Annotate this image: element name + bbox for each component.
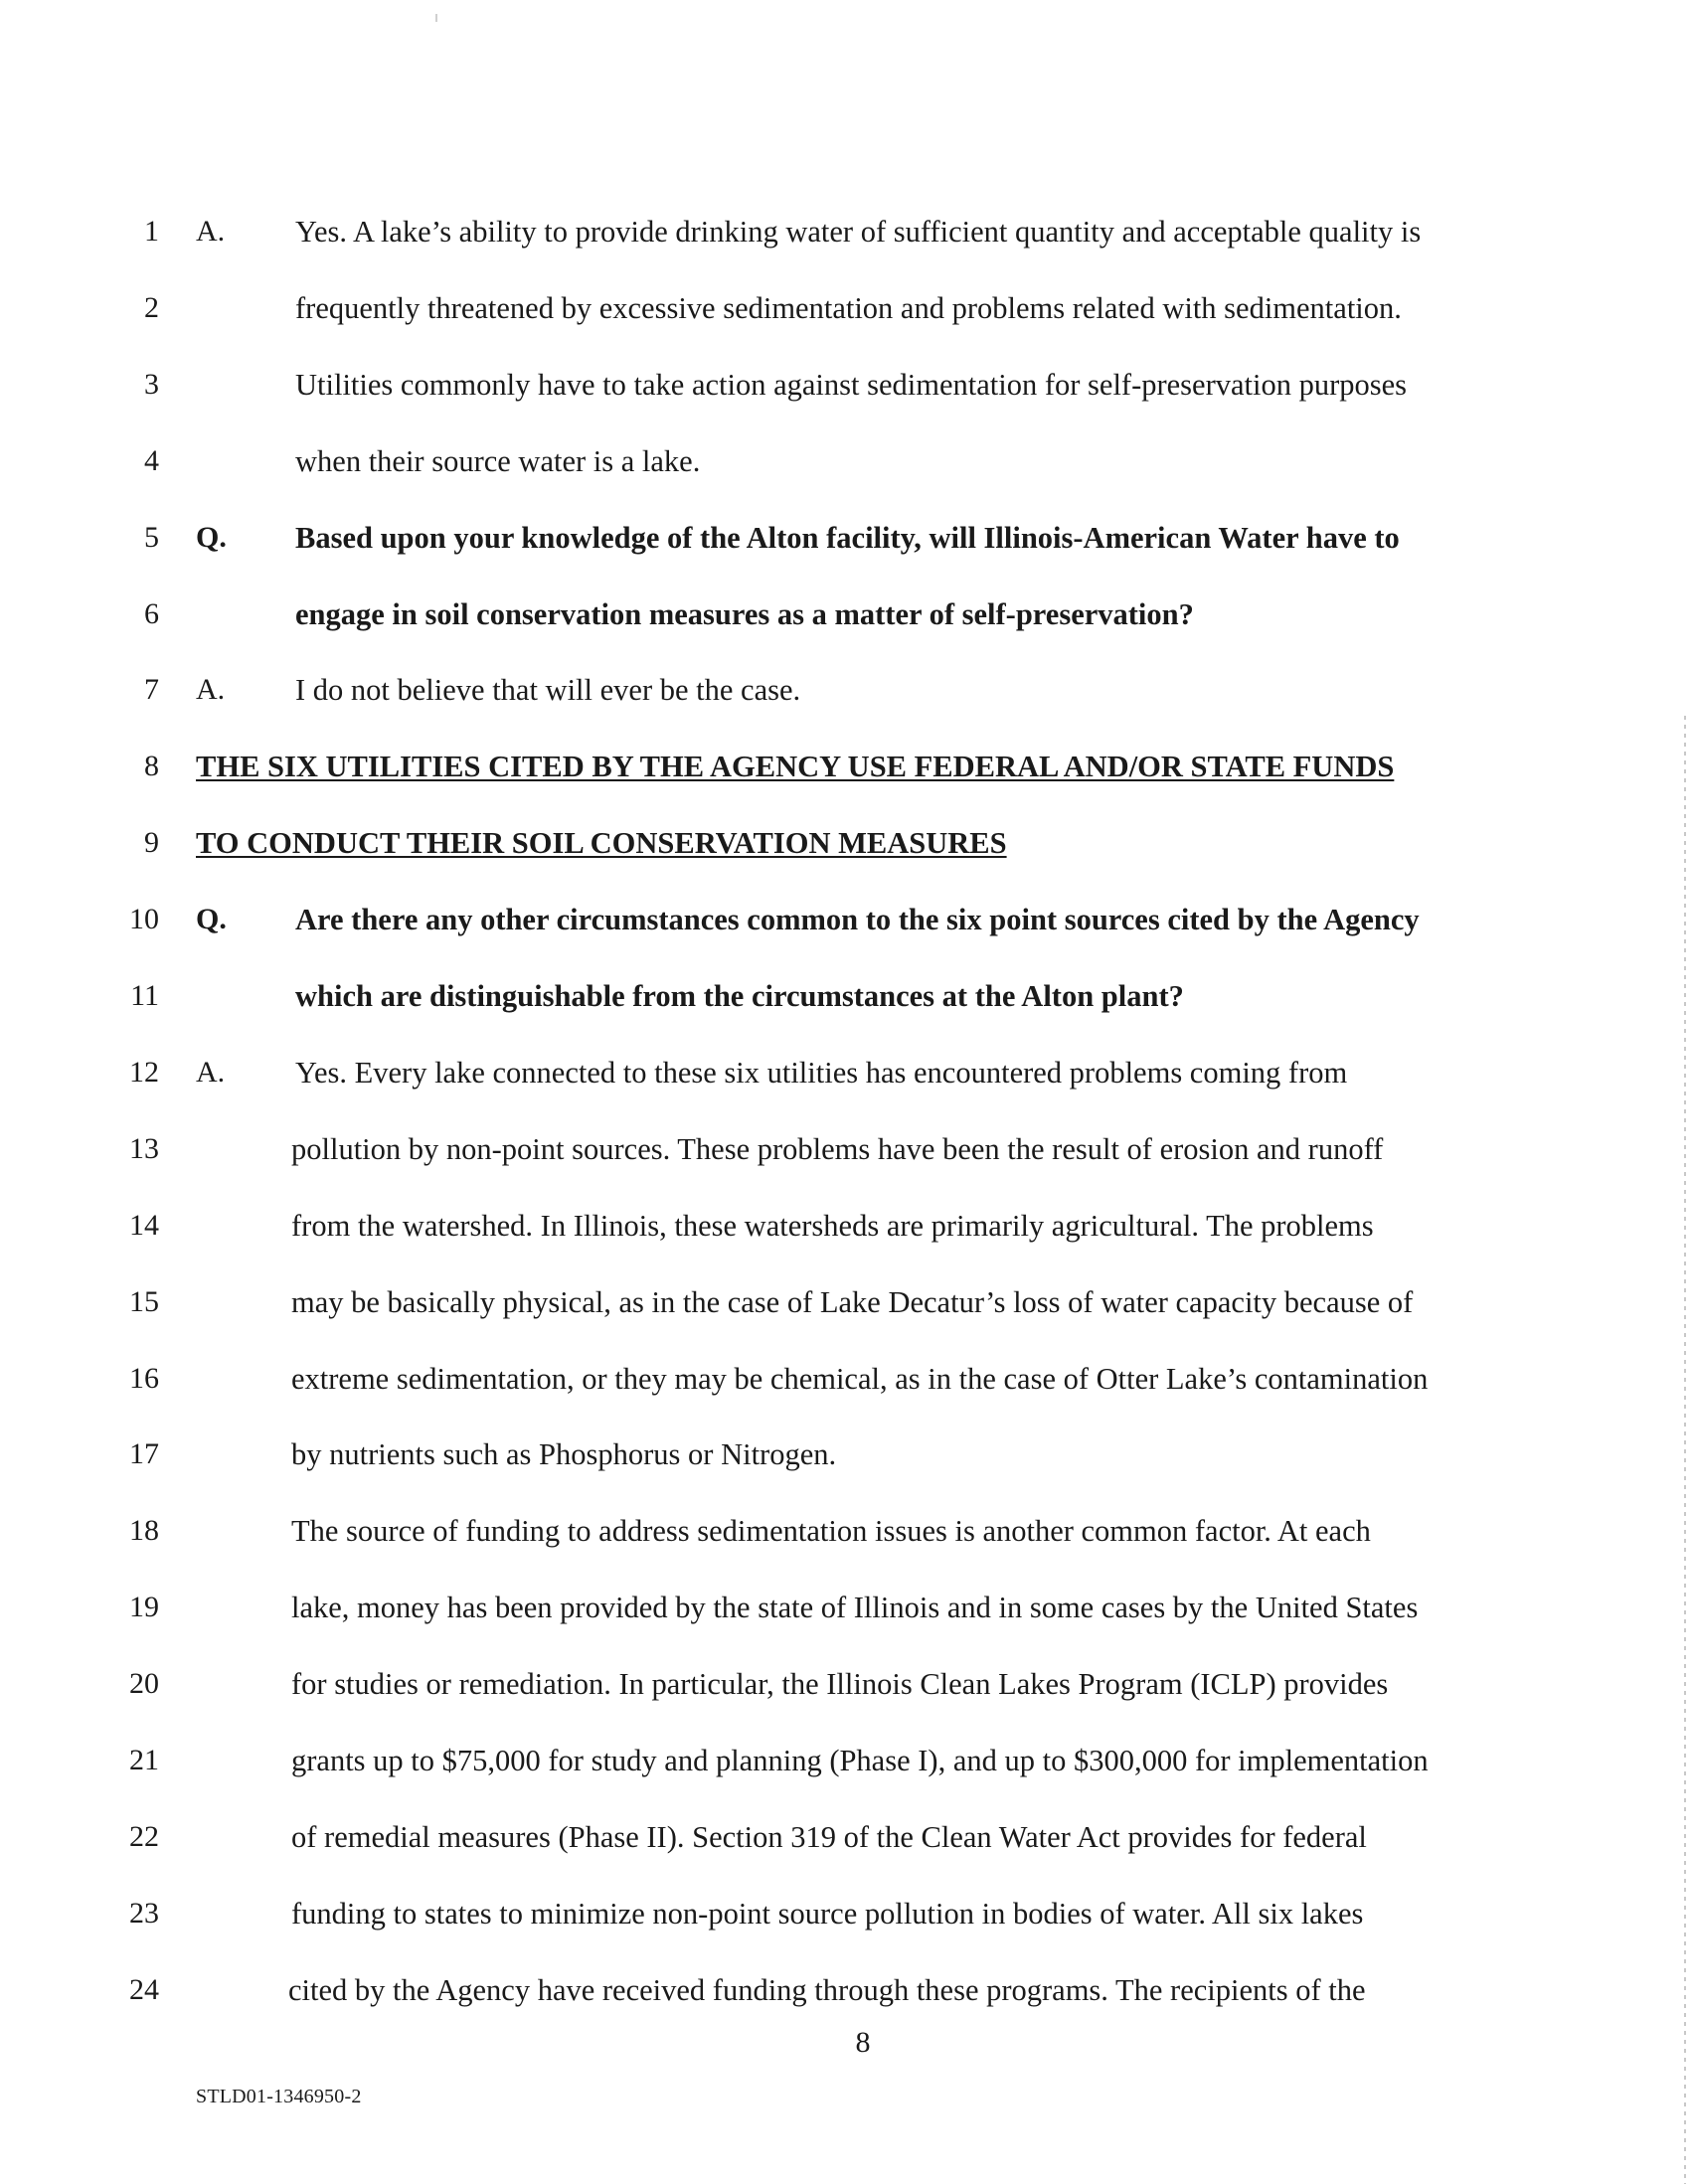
text-line <box>0 747 1694 806</box>
question-text: which are distinguishable from the circumstances at the Alton plant? <box>295 979 1184 1013</box>
section-heading: THE SIX UTILITIES CITED BY THE AGENCY USE FEDERAL AND/OR STATE FUNDS <box>196 750 1395 784</box>
answer-text: from the watershed. In Illinois, these watersheds are primarily agricultural. The problems <box>291 1208 1374 1243</box>
section-heading: TO CONDUCT THEIR SOIL CONSERVATION MEASURES <box>196 826 1007 861</box>
answer-text: may be basically physical, as in the case of Lake Decatur’s loss of water capacity because of <box>291 1284 1414 1319</box>
answer-text: pollution by non-point sources. These problems have been the result of erosion and runoff <box>291 1131 1384 1166</box>
line-number: 15 <box>129 1284 159 1318</box>
text-line <box>0 1129 1694 1189</box>
answer-text: when their source water is a lake. <box>295 443 701 478</box>
qa-label: A. <box>196 673 226 707</box>
text-line <box>0 1053 1694 1112</box>
text-line <box>0 1588 1694 1647</box>
text-line <box>0 288 1694 348</box>
line-number: 8 <box>144 750 159 783</box>
text-line <box>0 976 1694 1036</box>
question-text: Are there any other circumstances common to the six point sources cited by the Agency <box>295 903 1420 937</box>
answer-text: of remedial measures (Phase II). Section 319 of the Clean Water Act provides for federal <box>291 1819 1367 1854</box>
answer-text: Yes. Every lake connected to these six utilities has encountered problems coming from <box>295 1055 1348 1090</box>
answer-text: funding to states to minimize non-point source pollution in bodies of water. All six lakes <box>291 1896 1364 1931</box>
question-text: Based upon your knowledge of the Alton facility, will Illinois-American Water have to <box>295 520 1400 555</box>
text-line <box>0 1970 1694 2030</box>
answer-text: grants up to $75,000 for study and planning (Phase I), and up to $300,000 for implementation <box>291 1744 1429 1777</box>
answer-text: I do not believe that will ever be the case. <box>295 673 801 708</box>
line-number: 20 <box>129 1667 159 1701</box>
text-line <box>0 1664 1694 1724</box>
line-number: 17 <box>129 1437 159 1471</box>
text-line <box>0 1741 1694 1800</box>
qa-label: A. <box>196 1055 226 1089</box>
answer-text: frequently threatened by excessive sedimentation and problems related with sedimentation. <box>295 290 1402 325</box>
line-number: 18 <box>129 1514 159 1548</box>
text-line <box>0 1282 1694 1342</box>
text-line <box>0 518 1694 578</box>
answer-text: extreme sedimentation, or they may be chemical, as in the case of Otter Lake’s contamination <box>291 1361 1429 1396</box>
line-number: 1 <box>144 215 159 248</box>
line-number: 22 <box>129 1819 159 1853</box>
text-line <box>0 1817 1694 1877</box>
document-id: STLD01-1346950-2 <box>196 2086 362 2107</box>
scan-mark <box>435 14 437 22</box>
line-number: 5 <box>144 520 159 554</box>
text-line <box>0 365 1694 424</box>
question-text: engage in soil conservation measures as a matter of self-preservation? <box>295 596 1194 631</box>
text-line <box>0 441 1694 501</box>
line-number: 16 <box>129 1361 159 1395</box>
line-number: 21 <box>129 1744 159 1776</box>
line-number: 24 <box>129 1972 159 2006</box>
line-number: 2 <box>144 290 159 324</box>
text-line <box>0 1894 1694 1953</box>
line-number: 4 <box>144 443 159 477</box>
text-line <box>0 1511 1694 1571</box>
text-line <box>0 594 1694 654</box>
qa-label: A. <box>196 215 226 248</box>
qa-label: Q. <box>196 520 227 554</box>
text-line <box>0 1359 1694 1419</box>
text-line <box>0 1206 1694 1265</box>
answer-text: Yes. A lake’s ability to provide drinking water of sufficient quantity and acceptable quality is <box>295 215 1422 249</box>
line-number: 19 <box>129 1591 159 1624</box>
answer-text: lake, money has been provided by the state of Illinois and in some cases by the United States <box>291 1591 1419 1625</box>
line-number: 11 <box>130 979 159 1012</box>
line-number: 10 <box>129 903 159 936</box>
line-number: 3 <box>144 367 159 401</box>
line-number: 6 <box>144 596 159 630</box>
text-line <box>0 900 1694 959</box>
line-number: 14 <box>129 1208 159 1242</box>
qa-label: Q. <box>196 903 227 936</box>
answer-text: The source of funding to address sedimentation issues is another common factor. At each <box>291 1514 1371 1549</box>
answer-text: by nutrients such as Phosphorus or Nitrogen. <box>291 1437 837 1472</box>
answer-text: cited by the Agency have received funding through these programs. The recipients of the <box>288 1972 1366 2007</box>
line-number: 12 <box>129 1055 159 1089</box>
text-line <box>0 1434 1694 1494</box>
line-number: 9 <box>144 826 159 860</box>
line-number: 13 <box>129 1131 159 1165</box>
text-line <box>0 212 1694 271</box>
text-line <box>0 823 1694 883</box>
answer-text: Utilities commonly have to take action against sedimentation for self-preservation purposes <box>295 367 1408 402</box>
answer-text: for studies or remediation. In particular, the Illinois Clean Lakes Program (ICLP) provides <box>291 1667 1389 1702</box>
text-line <box>0 670 1694 730</box>
line-number: 23 <box>129 1896 159 1930</box>
page-number: 8 <box>855 2026 871 2059</box>
line-number: 7 <box>144 673 159 707</box>
